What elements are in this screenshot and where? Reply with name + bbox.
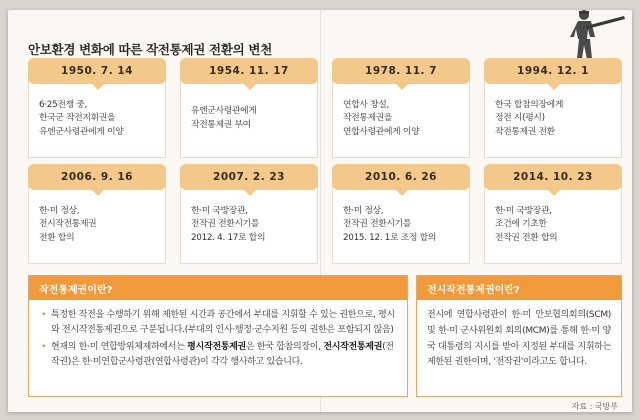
card-date: 1978. 11. 7 [332, 58, 470, 84]
source-credit: 자료 : 국방부 [571, 402, 618, 411]
wartime-opcon-box [416, 275, 622, 397]
list-item [41, 340, 397, 371]
card-body [332, 186, 470, 264]
box-heading: 전시작전통제권이란? [417, 276, 621, 300]
card-date: 2014. 10. 23 [484, 164, 622, 190]
card-body [180, 80, 318, 158]
card-text: 한·미 국방장관, 전작권 전환시기를 2012. 4. 17로 합의 [191, 205, 266, 243]
timeline-card [28, 58, 166, 158]
list-item-text: 은 한국 합참의장이, [245, 341, 324, 352]
timeline-card [180, 164, 318, 264]
card-text: 한·미 국방장관, 조건에 기초한 전작권 전환 합의 [495, 205, 558, 243]
opcon-definition-box [28, 275, 408, 397]
page-title: 안보환경 변화에 따른 작전통제권 전환의 변천 [28, 42, 272, 57]
timeline-card [180, 58, 318, 158]
definition-list [29, 300, 407, 371]
keyword-peacetime: 평시작전통제권 [187, 341, 246, 352]
definition-text: 전시에 연합사령관이 한·미 안보협의회의(SCM) 및 한·미 군사위원회 회의(MCM)를 통해 한·미 양국 대통령의 지시를 받아 지정된 부대를 지휘하는 제한된 권한이며, '전작권'이라고도 합니다. [427, 310, 611, 368]
card-text: 연합사 창설, 작전통제권을 연합사령관에게 이양 [343, 99, 420, 137]
card-text: 한·미 정상, 전시작전통제권 전환 합의 [39, 205, 97, 243]
box-heading: 작전통제권이란? [29, 276, 407, 300]
card-body [28, 80, 166, 158]
timeline-card [484, 164, 622, 264]
card-text: 6·25전쟁 중, 한국군 작전지휘권을 유엔군사령관에게 이양 [39, 99, 124, 137]
list-item-text: 특정한 작전을 수행하기 위해 제한된 시간과 공간에서 부대를 지휘할 수 있는 권한으로, 평시와 전시작전통제권으로 구분됩니다.(부대의 인사·행정·군수지원 등의 권한은 포함되지 않음) [51, 310, 395, 336]
list-item [41, 308, 397, 339]
card-body [484, 80, 622, 158]
list-item-text: (전작권)은 한·미연합군사령관(연합사령관)이 각각 행사하고 있습니다. [51, 341, 394, 368]
card-text: 한·미 정상, 전작권 전환시기를 2015. 12. 1로 조정 합의 [343, 205, 437, 243]
card-date: 1950. 7. 14 [28, 58, 166, 84]
card-text: 한국 합참의장에게 정전 시(평시) 작전통제권 전환 [495, 99, 564, 137]
card-body [332, 80, 470, 158]
timeline-card [484, 58, 622, 158]
card-date: 1954. 11. 17 [180, 58, 318, 84]
card-date: 2006. 9. 16 [28, 164, 166, 190]
card-date: 2007. 2. 23 [180, 164, 318, 190]
keyword-wartime: 전시작전통제권 [323, 341, 383, 352]
timeline-card [332, 58, 470, 158]
card-body [484, 186, 622, 264]
list-item-text: 현재의 한·미 연합방위체제하에서는 [51, 341, 188, 352]
card-date: 2010. 6. 26 [332, 164, 470, 190]
timeline-card [28, 164, 166, 264]
card-text: 유엔군사령관에게 작전통제권 부여 [191, 106, 257, 130]
card-date: 1994. 12. 1 [484, 58, 622, 84]
timeline-card [332, 164, 470, 264]
card-body [28, 186, 166, 264]
soldier-silhouette-icon [560, 6, 626, 60]
card-body [180, 186, 318, 264]
